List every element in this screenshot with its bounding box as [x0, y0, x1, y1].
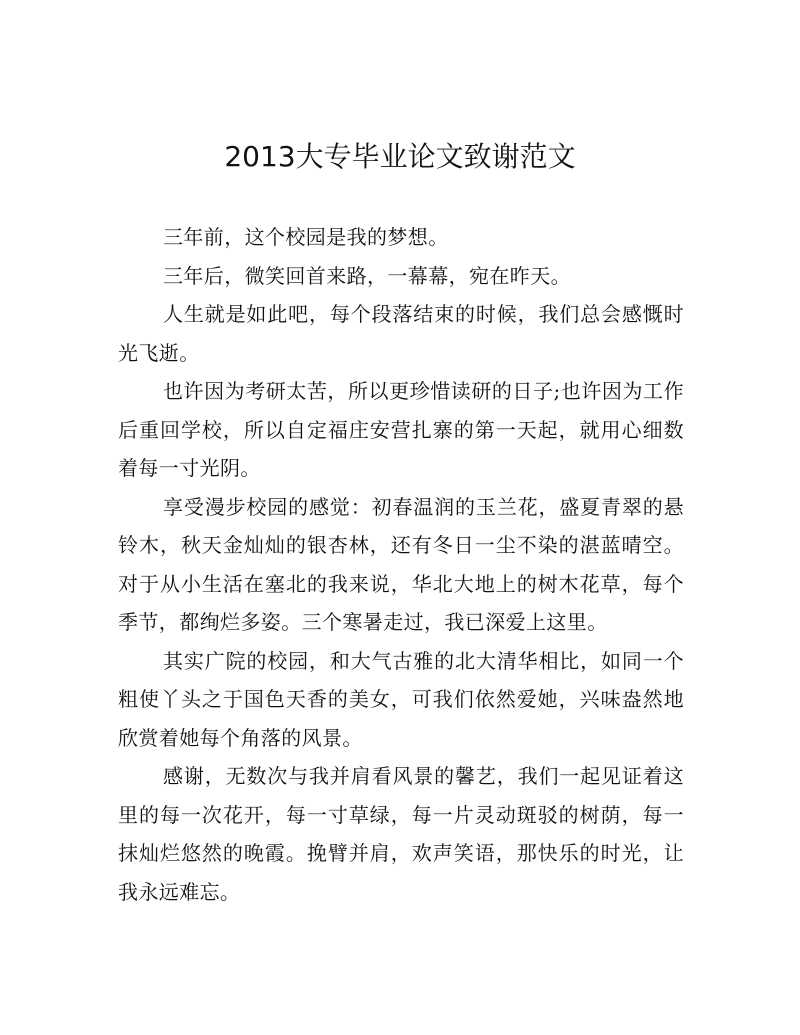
paragraph: 享受漫步校园的感觉：初春温润的玉兰花，盛夏青翠的悬铃木，秋天金灿灿的银杏林，还有冬日一尘不染的湛蓝晴空。对于从小生活在塞北的我来说，华北大地上的树木花草，每个季节，都绚烂多姿。三个寒暑走过，我已深爱上这里。	[118, 494, 684, 634]
paragraph: 人生就是如此吧，每个段落结束的时候，我们总会感慨时光飞逝。	[118, 302, 684, 365]
paragraph: 其实广院的校园，和大气古雅的北大清华相比，如同一个粗使丫头之于国色天香的美女，可我们依然爱她，兴味盎然地欣赏着她每个角落的风景。	[118, 648, 684, 750]
paragraph: 三年前，这个校园是我的梦想。	[163, 225, 449, 249]
paragraph: 感谢，无数次与我并肩看风景的馨艺，我们一起见证着这里的每一次花开，每一寸草绿，每一片灵动斑驳的树荫，每一抹灿烂悠然的晚霞。挽臂并肩，欢声笑语，那快乐的时光，让我永远难忘。	[118, 764, 684, 904]
paragraph: 也许因为考研太苦，所以更珍惜读研的日子;也许因为工作后重回学校，所以自定福庄安营扎寨的第一天起，就用心细数着每一寸光阴。	[118, 379, 684, 480]
document-title: 2013大专毕业论文致谢范文	[224, 140, 576, 173]
paragraph: 三年后，微笑回首来路，一幕幕，宛在昨天。	[163, 263, 571, 288]
document-body	[118, 218, 684, 911]
